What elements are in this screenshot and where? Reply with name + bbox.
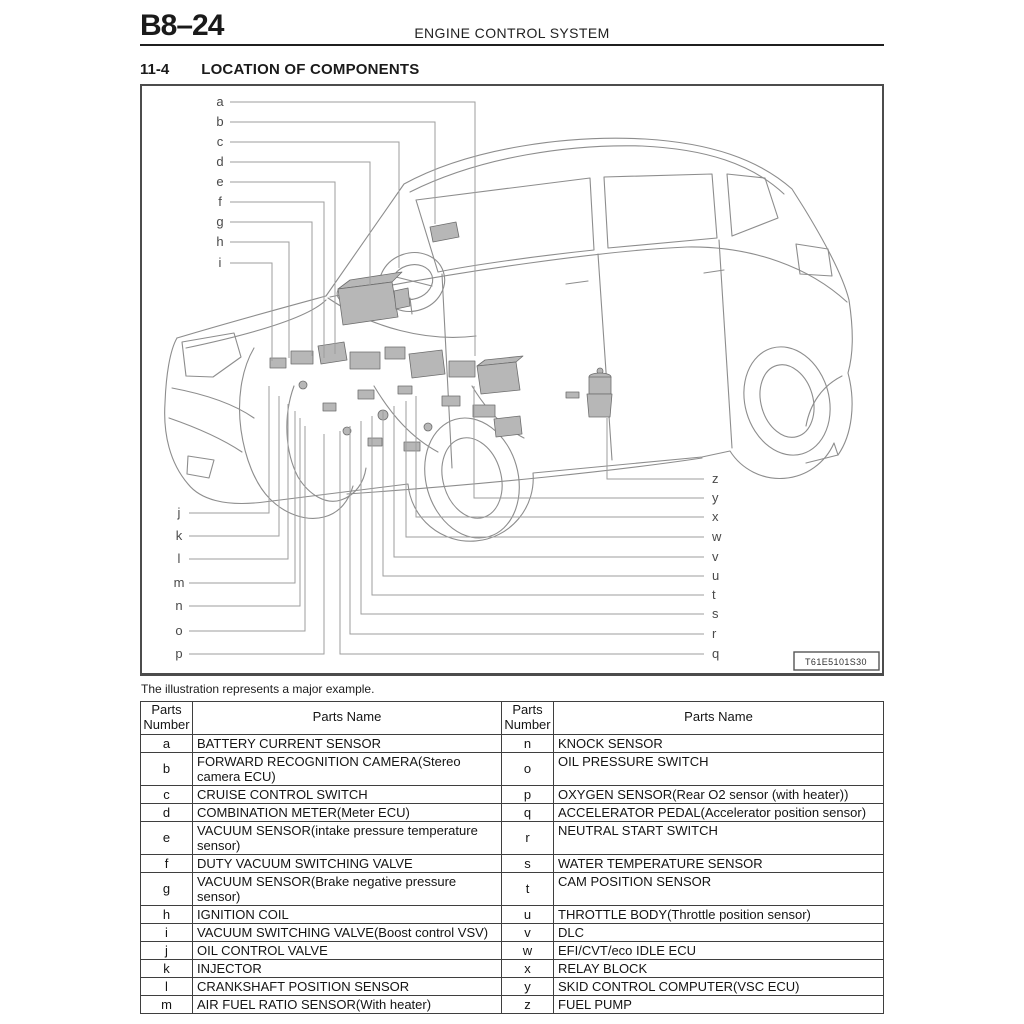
callout-letter-f: f (218, 194, 222, 209)
table-row (141, 785, 884, 803)
callout-letter-n: n (175, 598, 183, 613)
callout-line-h (230, 242, 289, 358)
part-number-cell: n (502, 734, 554, 752)
part-name-cell: ACCELERATOR PEDAL(Accelerator position sensor) (554, 803, 884, 821)
car-illustration (165, 138, 853, 549)
callout-letter-v: v (712, 549, 719, 564)
callout-letter-x: x (712, 509, 719, 524)
table-row (141, 959, 884, 977)
part-number-cell: g (141, 872, 193, 905)
callout-line-r (350, 426, 704, 634)
page-header (140, 6, 884, 46)
part-number-cell: u (502, 905, 554, 923)
callout-letter-y: y (712, 490, 719, 505)
callout-line-t (372, 416, 704, 595)
cruise-switch-part (394, 288, 410, 309)
callout-line-e (230, 182, 335, 354)
part-number-cell: h (141, 905, 193, 923)
part-number-cell: t (502, 872, 554, 905)
callout-line-q (340, 431, 704, 654)
callout-line-p (189, 434, 324, 654)
table-row (141, 854, 884, 872)
part-number-cell: e (141, 821, 193, 854)
callout-letter-c: c (216, 134, 224, 149)
callout-letter-d: d (216, 154, 224, 169)
part-name-cell: DLC (554, 923, 884, 941)
part-number-cell: q (502, 803, 554, 821)
part-number-cell: a (141, 734, 193, 752)
component-location-figure (140, 84, 884, 676)
callout-letter-h: h (216, 234, 224, 249)
part-number-cell: m (141, 995, 193, 1013)
table-row (141, 734, 884, 752)
part-name-cell: OXYGEN SENSOR(Rear O2 sensor (with heater)) (554, 785, 884, 803)
part-number-cell: y (502, 977, 554, 995)
callout-line-d (230, 162, 370, 285)
part-name-cell: FUEL PUMP (554, 995, 884, 1013)
part-number-cell: j (141, 941, 193, 959)
part-name-cell: WATER TEMPERATURE SENSOR (554, 854, 884, 872)
part-number-cell: i (141, 923, 193, 941)
col-header-parts-name: Parts Name (554, 702, 884, 735)
forward-camera-part (430, 222, 459, 242)
part-name-cell: EFI/CVT/eco IDLE ECU (554, 941, 884, 959)
part-number-cell: l (141, 977, 193, 995)
table-row (141, 995, 884, 1013)
callout-letter-g: g (216, 214, 224, 229)
callout-line-b (230, 122, 435, 224)
part-name-cell: RELAY BLOCK (554, 959, 884, 977)
callout-line-z (607, 418, 704, 479)
part-name-cell: COMBINATION METER(Meter ECU) (193, 803, 502, 821)
part-name-cell: INJECTOR (193, 959, 502, 977)
headlight (182, 333, 241, 377)
part-name-cell: OIL CONTROL VALVE (193, 941, 502, 959)
callout-letter-b: b (216, 114, 224, 129)
callout-letter-u: u (712, 568, 720, 583)
callout-letter-i: i (218, 255, 222, 270)
part-number-cell: o (502, 752, 554, 785)
part-name-cell: SKID CONTROL COMPUTER(VSC ECU) (554, 977, 884, 995)
callout-letter-q: q (712, 646, 720, 661)
car-diagram (142, 86, 882, 673)
part-name-cell: VACUUM SENSOR(intake pressure temperature sensor) (193, 821, 502, 854)
table-row (141, 821, 884, 854)
part-name-cell: VACUUM SWITCHING VALVE(Boost control VSV) (193, 923, 502, 941)
callout-letter-k: k (175, 528, 183, 543)
fuel-pump-part (566, 368, 612, 417)
fog-lamp (187, 456, 214, 478)
callout-letter-j: j (177, 505, 181, 520)
part-number-cell: w (502, 941, 554, 959)
part-name-cell: CAM POSITION SENSOR (554, 872, 884, 905)
callout-letter-t: t (712, 587, 716, 602)
callout-letter-p: p (175, 646, 183, 661)
part-name-cell: BATTERY CURRENT SENSOR (193, 734, 502, 752)
rear-wheel (731, 337, 842, 466)
part-number-cell: p (502, 785, 554, 803)
table-row (141, 803, 884, 821)
part-number-cell: d (141, 803, 193, 821)
part-number-cell: f (141, 854, 193, 872)
page-header-title: ENGINE CONTROL SYSTEM (414, 25, 610, 41)
part-name-cell: AIR FUEL RATIO SENSOR(With heater) (193, 995, 502, 1013)
table-row (141, 872, 884, 905)
section-number: 11-4 (140, 61, 170, 78)
page-content (140, 6, 884, 1014)
part-name-cell: FORWARD RECOGNITION CAMERA(Stereo camera ECU) (193, 752, 502, 785)
section-heading (140, 61, 884, 78)
part-name-cell: OIL PRESSURE SWITCH (554, 752, 884, 785)
section-title: LOCATION OF COMPONENTS (201, 61, 420, 78)
callout-line-j (189, 386, 269, 513)
figure-code-box (794, 652, 879, 670)
col-header-parts-number: Parts Number (141, 702, 193, 735)
part-name-cell: VACUUM SENSOR(Brake negative pressure sensor) (193, 872, 502, 905)
callout-letter-r: r (712, 626, 717, 641)
rear-door-window (604, 174, 717, 248)
part-name-cell: CRUISE CONTROL SWITCH (193, 785, 502, 803)
part-number-cell: s (502, 854, 554, 872)
callout-letter-z: z (712, 471, 719, 486)
part-number-cell: b (141, 752, 193, 785)
part-number-cell: x (502, 959, 554, 977)
part-name-cell: IGNITION COIL (193, 905, 502, 923)
callout-line-k (189, 396, 279, 536)
callout-letter-s: s (712, 606, 719, 621)
part-name-cell: KNOCK SENSOR (554, 734, 884, 752)
callout-letter-e: e (216, 174, 224, 189)
callout-letter-w: w (712, 529, 722, 544)
part-number-cell: k (141, 959, 193, 977)
figure-caption: The illustration represents a major example. (141, 682, 375, 696)
part-number-cell: r (502, 821, 554, 854)
callout-letter-o: o (175, 623, 183, 638)
table-row (141, 923, 884, 941)
part-name-cell: NEUTRAL START SWITCH (554, 821, 884, 854)
callout-letter-m: m (173, 575, 185, 590)
callout-letter-l: l (177, 551, 181, 566)
col-header-parts-number: Parts Number (502, 702, 554, 735)
page-code: B8–24 (140, 9, 224, 42)
part-number-cell: v (502, 923, 554, 941)
col-header-parts-name: Parts Name (193, 702, 502, 735)
part-name-cell: DUTY VACUUM SWITCHING VALVE (193, 854, 502, 872)
parts-table-header-row (141, 702, 884, 735)
callout-letter-a: a (216, 94, 224, 109)
part-name-cell: THROTTLE BODY(Throttle position sensor) (554, 905, 884, 923)
callout-line-u (383, 411, 704, 576)
part-number-cell: z (502, 995, 554, 1013)
callout-line-v (394, 406, 704, 557)
part-name-cell: CRANKSHAFT POSITION SENSOR (193, 977, 502, 995)
parts-table (140, 701, 884, 1014)
table-row (141, 977, 884, 995)
table-row (141, 752, 884, 785)
figure-code: T61E5101S30 (805, 657, 867, 667)
callout-line-x (416, 396, 704, 517)
table-row (141, 905, 884, 923)
part-number-cell: c (141, 785, 193, 803)
callout-line-c (230, 142, 399, 268)
table-row (141, 941, 884, 959)
